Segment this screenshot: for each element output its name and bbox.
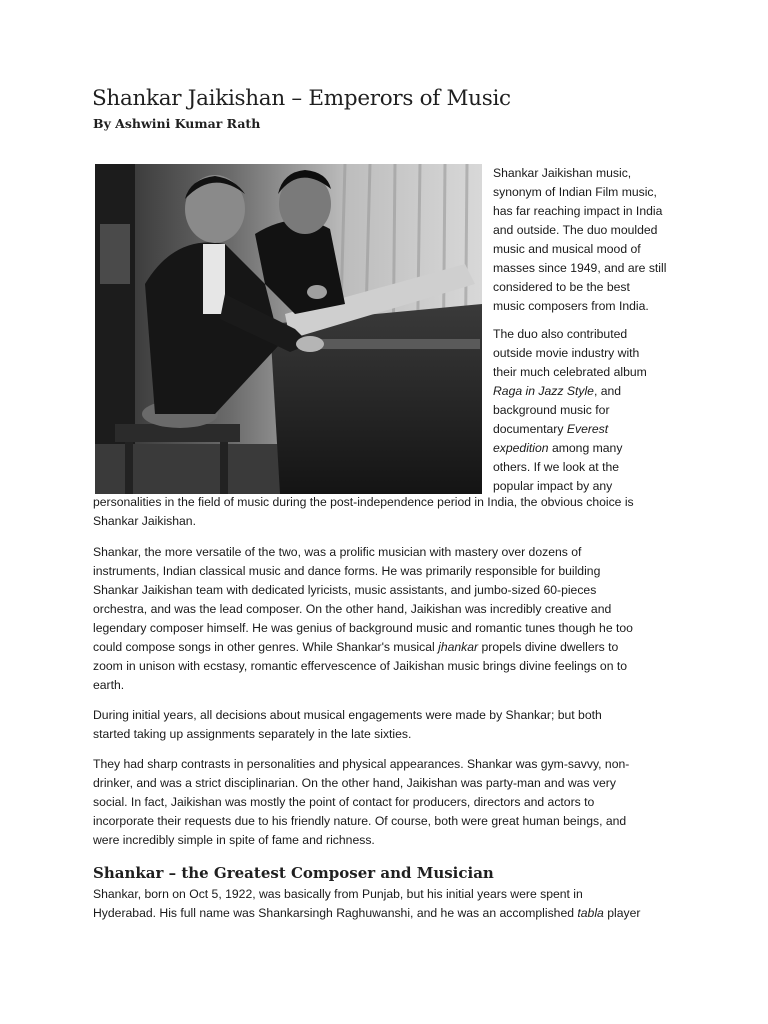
text-line: has far reaching impact in India: [493, 204, 663, 218]
text-line: drinker, and was a strict disciplinarian. On the other hand, Jaikishan was party-man and was very: [93, 776, 616, 790]
text-line: Shankar, the more versatile of the two, was a prolific musician with mastery over dozens of: [93, 545, 582, 559]
text-line: masses since 1949, and are still: [493, 261, 667, 275]
text-line: Shankar, born on Oct 5, 1922, was basically from Punjab, but his initial years were spent in: [93, 887, 583, 901]
text-fragment: , and: [593, 384, 622, 398]
text-line: music and musical mood of: [493, 242, 641, 256]
text-line: earth.: [93, 678, 125, 692]
text-line: others. If we look at the: [493, 460, 620, 474]
text-line: were incredibly simple in spite of fame and richness.: [93, 833, 375, 847]
intro-side-column: [493, 164, 683, 496]
text-line: They had sharp contrasts in personalities and physical appearances. Shankar was gym-savvy, non-: [93, 757, 630, 771]
text-line: Shankar Jaikishan.: [93, 514, 196, 528]
text-line: instruments, Indian classical music and dance forms. He was primarily responsible for building: [93, 564, 601, 578]
documentary-title: Everest: [566, 422, 609, 436]
paragraph-shankar-jaikishan-roles: [93, 543, 683, 695]
tabla-term: tabla: [577, 906, 604, 920]
text-line: their much celebrated album: [493, 365, 647, 379]
jhankar-term: jhankar: [438, 640, 479, 654]
intro-paragraph-2: [493, 325, 683, 496]
text-line: Shankar Jaikishan team with dedicated lyricists, music assistants, and jumbo-sized 60-pieces: [93, 583, 597, 597]
article-byline: By Ashwini Kumar Rath: [93, 116, 261, 131]
text-line: considered to be the best: [493, 280, 630, 294]
text-line: legendary composer himself. He was genius of background music and romantic tunes though he too: [93, 621, 633, 635]
paragraph-shankar-bio: [93, 885, 683, 923]
text-line: synonym of Indian Film music,: [493, 185, 657, 199]
text-line: and outside. The duo moulded: [493, 223, 658, 237]
photo-of-two-musicians-at-piano: [95, 164, 482, 494]
paragraph-initial-years: [93, 706, 683, 744]
text-fragment: player: [603, 906, 641, 920]
text-fragment: documentary: [493, 422, 567, 436]
text-line: background music for: [493, 403, 610, 417]
text-line: popular impact by any: [493, 479, 613, 493]
album-title: Raga in Jazz Style: [493, 384, 594, 398]
intro-paragraph-2-continued: [93, 493, 683, 531]
text-line: music composers from India.: [493, 299, 649, 313]
text-line: incorporate their requests due to his friendly nature. Of course, both were great human beings, and: [93, 814, 627, 828]
documentary-title-cont: expedition: [493, 441, 549, 455]
text-fragment: could compose songs in other genres. While Shankar's musical: [93, 640, 439, 654]
paragraph-contrasts: [93, 755, 683, 850]
text-fragment: Hyderabad. His full name was Shankarsingh Raghuwanshi, and he was an accomplished: [93, 906, 578, 920]
text-line: zoom in unison with ecstasy, romantic effervescence of Jaikishan music brings divine feelings on to: [93, 659, 628, 673]
text-line: outside movie industry with: [493, 346, 640, 360]
intro-paragraph-1: [493, 164, 683, 316]
text-line: social. In fact, Jaikishan was mostly the point of contact for producers, directors and actors to: [93, 795, 595, 809]
text-fragment: propels divine dwellers to: [478, 640, 619, 654]
text-fragment: among many: [548, 441, 623, 455]
section-heading: Shankar – the Greatest Composer and Musician: [93, 864, 494, 882]
text-line: orchestra, and was the lead composer. On the other hand, Jaikishan was incredibly creative and: [93, 602, 612, 616]
text-line: personalities in the field of music during the post-independence period in India, the obvious choice is: [93, 495, 634, 509]
text-line: During initial years, all decisions about musical engagements were made by Shankar; but both: [93, 708, 602, 722]
text-line: The duo also contributed: [493, 327, 628, 341]
text-line: Shankar Jaikishan music,: [493, 166, 632, 180]
article-title: Shankar Jaikishan – Emperors of Music: [92, 86, 511, 111]
text-line: started taking up assignments separately in the late sixties.: [93, 727, 412, 741]
